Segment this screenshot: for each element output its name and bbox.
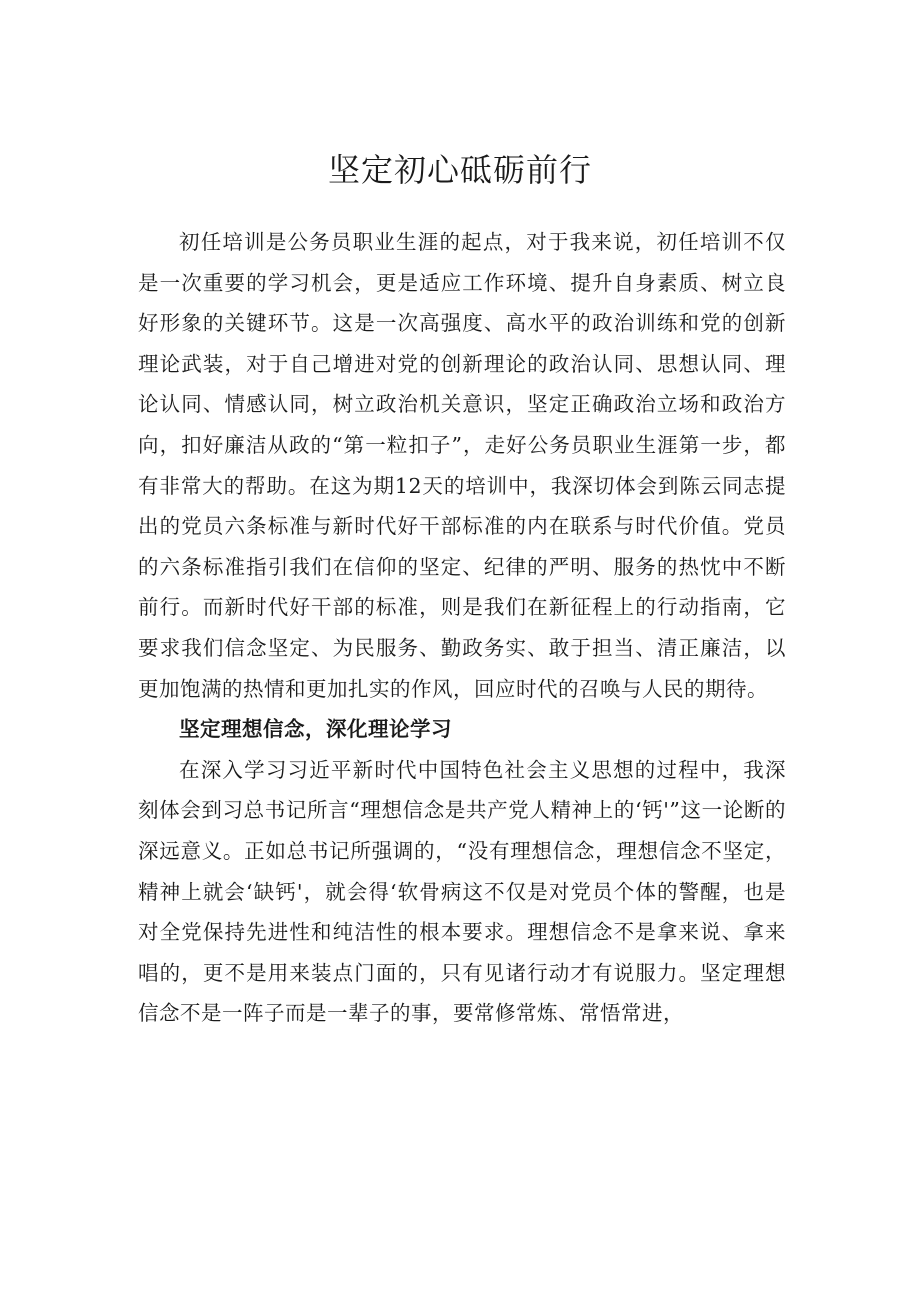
section-paragraph: 在深入学习习近平新时代中国特色社会主义思想的过程中，我深刻体会到习总书记所言“理想信念是共产党人精神上的‘钙'”这一论断的深远意义。正如总书记所强调的，“没有理想信念，理想信念不坚定，精神上就会‘缺钙'，就会得‘软骨病这不仅是对党员个体的警醒，也是对全党保持先进性和纯洁性的根本要求。理想信念不是拿来说、拿来唱的，更不是用来装点门面的，只有见诸行动才有说服力。坚定理想信念不是一阵子而是一辈子的事，要常修常炼、常悟常进，: [138, 757, 786, 1026]
intro-paragraph: 初任培训是公务员职业生涯的起点，对于我来说，初任培训不仅是一次重要的学习机会，更是适应工作环境、提升自身素质、树立良好形象的关键环节。这是一次高强度、高水平的政治训练和党的创新理论武装，对于自己增进对党的创新理论的政治认同、思想认同、理论认同、情感认同，树立政治机关意识，坚定正确政治立场和政治方向，扣好廉洁从政的“第一粒扣子”，走好公务员职业生涯第一步，都有非常大的帮助。在这为期12天的培训中，我深切体会到陈云同志提出的党员六条标准与新时代好干部标准的内在联系与时代价值。党员的六条标准指引我们在信仰的坚定、纪律的严明、服务的热忱中不断前行。而新时代好干部的标准，则是我们在新征程上的行动指南，它要求我们信念坚定、为民服务、勤政务实、敢于担当、清正廉洁，以更加饱满的热情和更加扎实的作风，回应时代的召唤与人民的期待。: [138, 230, 786, 701]
section-heading: 坚定理想信念，深化理论学习: [179, 717, 452, 742]
document-title: 坚定初心砥砺前行: [327, 151, 592, 189]
document-body: [138, 222, 786, 1034]
